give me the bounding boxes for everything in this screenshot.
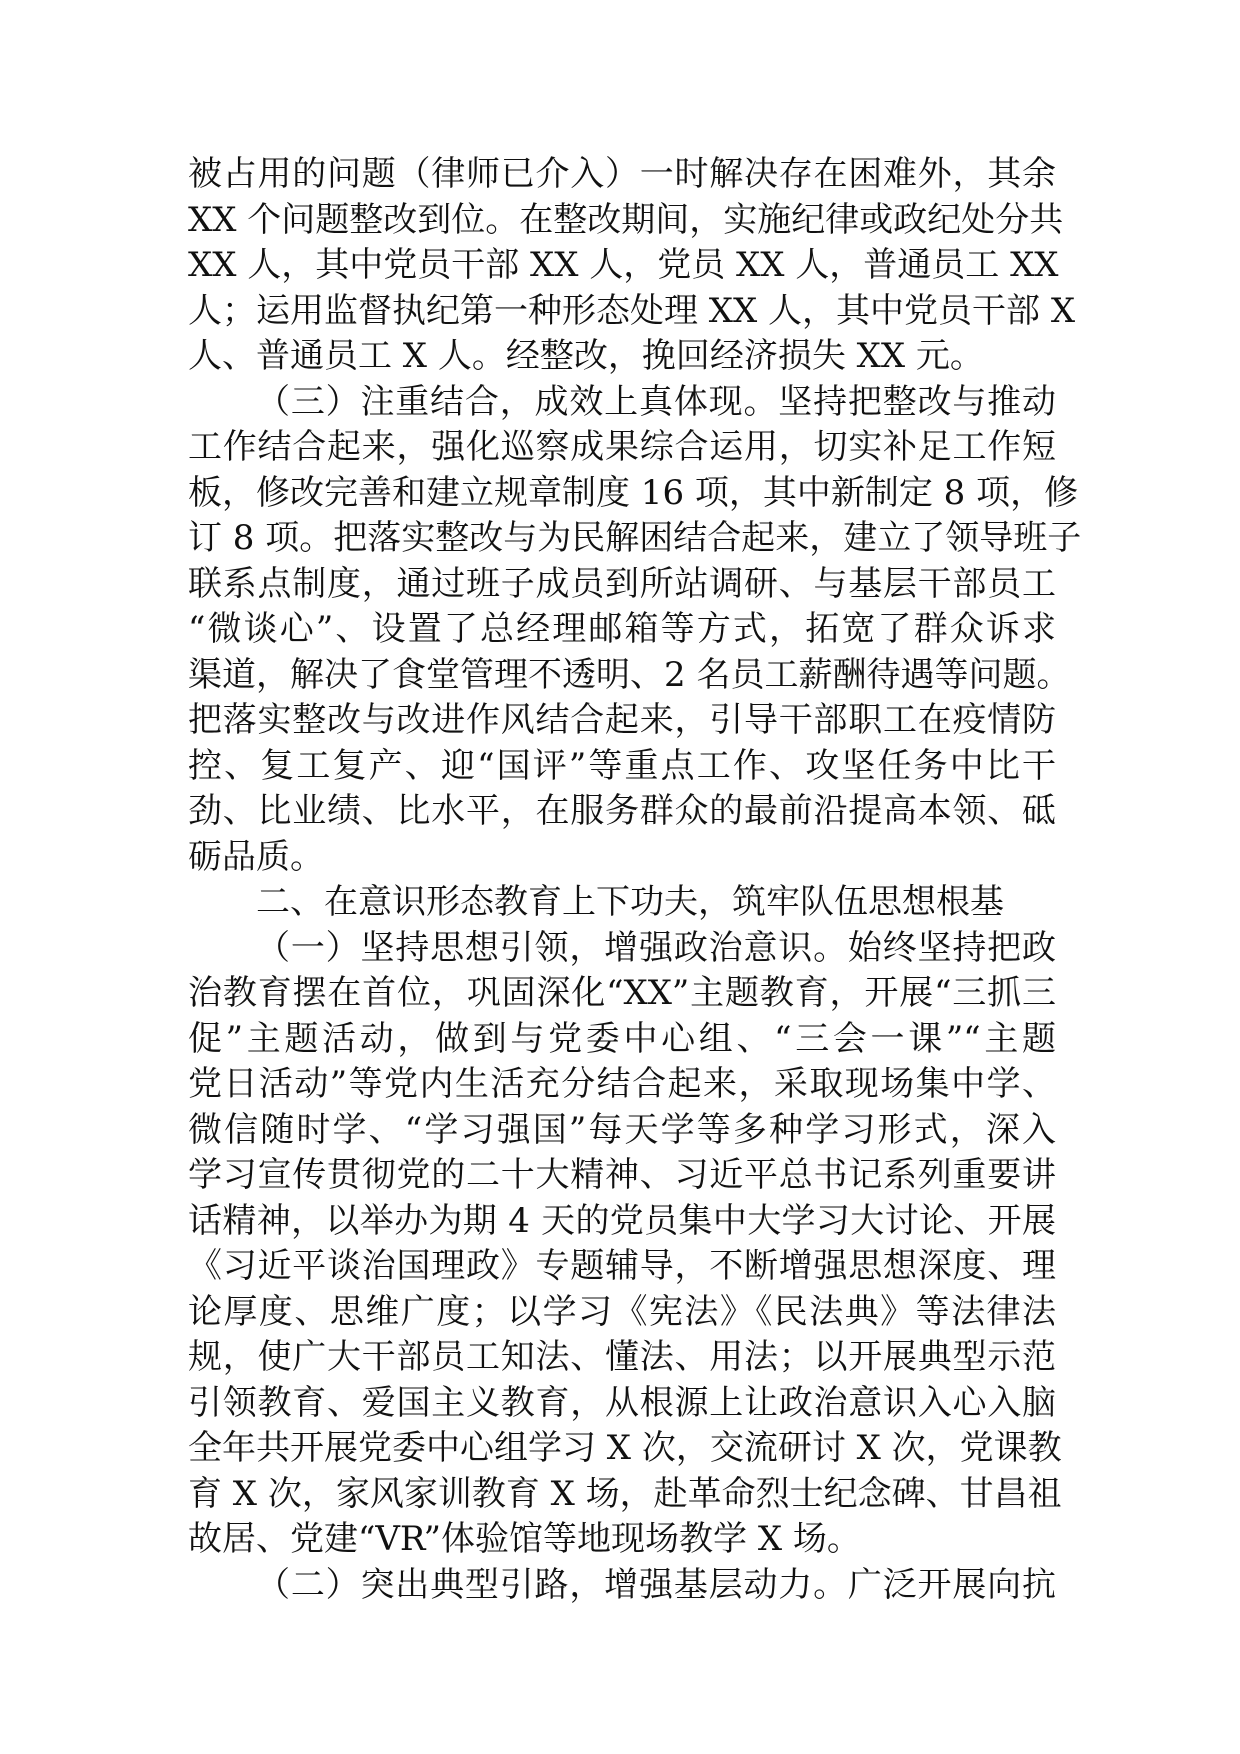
text-line: 把落实整改与改进作风结合起来，引导干部职工在疫情防 [188,700,1056,740]
text-line: 板，修改完善和建立规章制度 16 项，其中新制定 8 项，修 [188,472,1079,513]
text-line: XX 人，其中党员干部 XX 人，党员 XX 人，普通员工 XX [188,245,1059,285]
text-line: 规，使广大干部员工知法、懂法、用法；以开展典型示范 [188,1337,1056,1377]
paragraph-first-line: （三）注重结合，成效上真体现。坚持把整改与推动 [256,381,1056,422]
text-line: 育 X 次，家风家训教育 X 场，赴革命烈士纪念碑、甘昌祖 [188,1473,1062,1514]
text-line: 联系点制度，通过班子成员到所站调研、与基层干部员工 [188,563,1056,604]
text-line: 论厚度、思维广度；以学习《宪法》《民法典》等法律法 [188,1291,1056,1332]
text-line: 渠道，解决了食堂管理不透明、2 名员工薪酬待遇等问题。 [188,654,1071,695]
text-line: 劲、比业绩、比水平，在服务群众的最前沿提高本领、砥 [188,791,1056,831]
text-line: 党日活动”等党内生活充分结合起来，采取现场集中学、 [188,1064,1056,1104]
text-line: 话精神，以举办为期 4 天的党员集中大学习大讨论、开展 [188,1200,1056,1241]
text-line: 故居、党建“VR”体验馆等地现场教学 X 场。 [188,1519,861,1559]
text-line: 砺品质。 [188,836,324,877]
paragraph-first-line: （二）突出典型引路，增强基层动力。广泛开展向抗 [256,1564,1056,1605]
text-line: XX 个问题整改到位。在整改期间，实施纪律或政纪处分共 [188,199,1064,240]
text-line: 微信随时学、“学习强国”每天学等多种学习形式，深入 [188,1109,1056,1150]
text-line: 引领教育、爱国主义教育，从根源上让政治意识入心入脑 [188,1382,1056,1423]
text-line: “微谈心”、设置了总经理邮箱等方式，拓宽了群众诉求 [188,609,1056,649]
text-line: 人；运用监督执纪第一种形态处理 XX 人，其中党员干部 X [188,290,1076,331]
paragraph-first-line: 二、在意识形态教育上下功夫，筑牢队伍思想根基 [256,882,1004,922]
text-line: 全年共开展党委中心组学习 X 次，交流研讨 X 次，党课教 [188,1428,1062,1468]
text-line: 订 8 项。把落实整改与为民解困结合起来，建立了领导班子 [188,518,1082,558]
text-line: 促”主题活动，做到与党委中心组、“三会一课”“主题 [188,1018,1056,1059]
text-line: 《习近平谈治国理政》专题辅导，不断增强思想深度、理 [188,1246,1056,1286]
text-line: 被占用的问题（律师已介入）一时解决存在困难外，其余 [188,154,1056,194]
text-line: 治教育摆在首位，巩固深化“XX”主题教育，开展“三抓三 [188,973,1056,1013]
text-line: 人、普通员工 X 人。经整改，挽回经济损失 XX 元。 [188,336,984,376]
paragraph-first-line: （一）坚持思想引领，增强政治意识。始终坚持把政 [256,927,1056,968]
body-text [188,152,1082,1608]
text-line: 工作结合起来，强化巡察成果综合运用，切实补足工作短 [188,427,1056,467]
text-line: 控、复工复产、迎“国评”等重点工作、攻坚任务中比干 [188,745,1056,786]
text-line: 学习宣传贯彻党的二十大精神、习近平总书记系列重要讲 [188,1155,1056,1195]
